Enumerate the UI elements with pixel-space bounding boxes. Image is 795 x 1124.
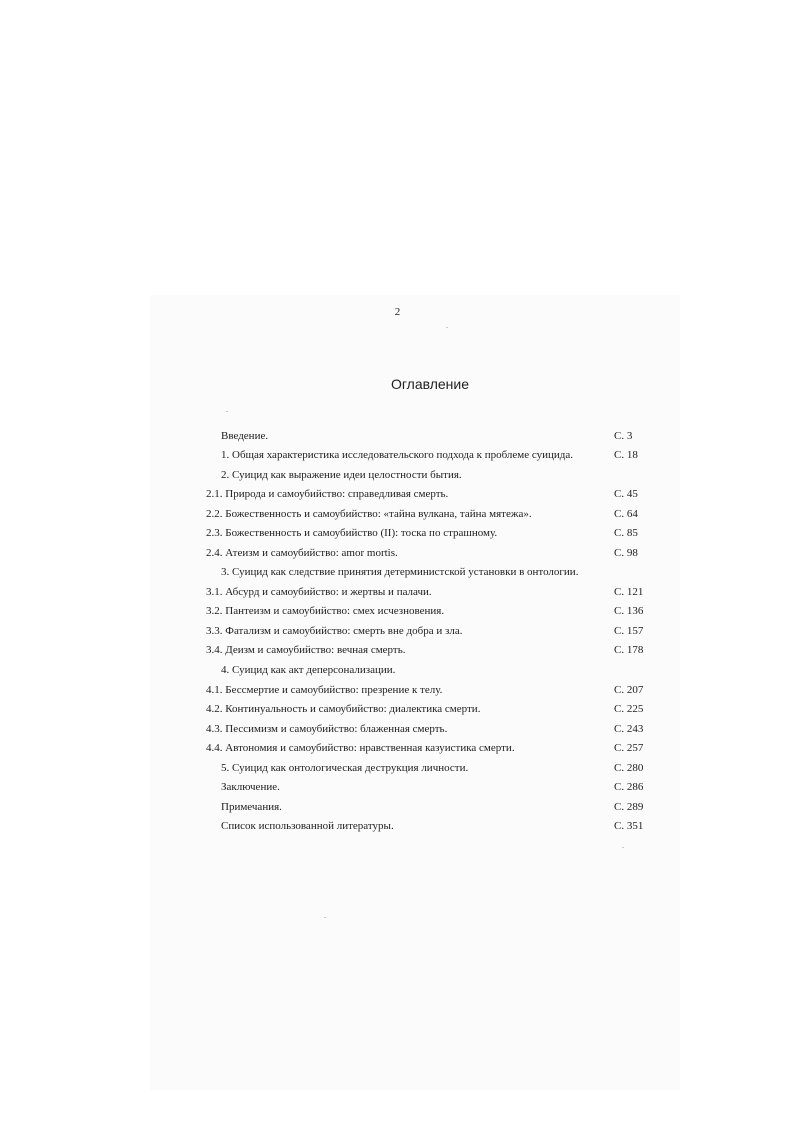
toc-entry-label: 4. Суицид как акт деперсонализации. <box>221 664 396 676</box>
toc-entry-page: С. 286 <box>614 781 644 793</box>
toc-entry-page: С. 136 <box>614 605 644 617</box>
scan-speck <box>446 327 448 328</box>
toc-entry-page: С. 85 <box>614 527 638 539</box>
toc-entry-label: Список использованной литературы. <box>221 820 394 832</box>
toc-entry-label: 2.3. Божественность и самоубийство (II): тоска по страшному. <box>206 527 498 539</box>
scan-speck <box>324 917 326 918</box>
toc-entry-page: С. 3 <box>614 430 633 442</box>
toc-entry-label: 4.1. Бессмертие и самоубийство: презрение к телу. <box>206 684 443 696</box>
toc-entry-page: С. 289 <box>614 801 644 813</box>
toc-entry-label: 4.3. Пессимизм и самоубийство: блаженная смерть. <box>206 723 448 735</box>
toc-entry-label: 3. Суицид как следствие принятия детерминистской установки в онтологии. <box>221 566 579 578</box>
toc-entry-label: Примечания. <box>221 801 282 813</box>
toc-entry-page: С. 243 <box>614 723 644 735</box>
toc-entry-page: С. 351 <box>614 820 644 832</box>
toc-entry-page: С. 18 <box>614 449 638 461</box>
toc-entry-label: Заключение. <box>221 781 280 793</box>
toc-entry-page: С. 64 <box>614 508 638 520</box>
scan-speck <box>226 411 228 412</box>
toc-entry-label: 3.1. Абсурд и самоубийство: и жертвы и палачи. <box>206 586 432 598</box>
toc-entry-page: С. 45 <box>614 488 638 500</box>
toc-entry-label: Введение. <box>221 430 269 442</box>
page-number: 2 <box>394 306 401 318</box>
toc-entry-page: С. 157 <box>614 625 644 637</box>
toc-entry-page: С. 207 <box>614 684 644 696</box>
scan-speck <box>622 847 624 848</box>
toc-entry-label: 2.4. Атеизм и самоубийство: amor mortis. <box>206 547 398 559</box>
toc-entry-label: 1. Общая характеристика исследовательского подхода к проблеме суицида. <box>221 449 574 461</box>
toc-entry-label: 4.4. Автономия и самоубийство: нравственная казуистика смерти. <box>206 742 515 754</box>
toc-entry-label: 2.2. Божественность и самоубийство: «тайна вулкана, тайна мятежа». <box>206 508 532 520</box>
toc-entry-label: 3.2. Пантеизм и самоубийство: смех исчезновения. <box>206 605 445 617</box>
toc-entry-page: С. 178 <box>614 644 644 656</box>
toc-entry-label: 3.4. Деизм и самоубийство: вечная смерть. <box>206 644 406 656</box>
toc-entry-label: 4.2. Континуальность и самоубийство: диалектика смерти. <box>206 703 481 715</box>
toc-entry-label: 5. Суицид как онтологическая деструкция личности. <box>221 762 469 774</box>
toc-entry-label: 2.1. Природа и самоубийство: справедливая смерть. <box>206 488 449 500</box>
toc-entry-page: С. 280 <box>614 762 644 774</box>
toc-entry-page: С. 257 <box>614 742 644 754</box>
toc-entry-page: С. 121 <box>614 586 644 598</box>
toc-entry-page: С. 225 <box>614 703 644 715</box>
toc-entry-page: С. 98 <box>614 547 638 559</box>
toc-entry-label: 3.3. Фатализм и самоубийство: смерть вне добра и зла. <box>206 625 463 637</box>
toc-entry-label: 2. Суицид как выражение идеи целостности бытия. <box>221 469 462 481</box>
toc-title: Оглавление <box>390 376 470 392</box>
